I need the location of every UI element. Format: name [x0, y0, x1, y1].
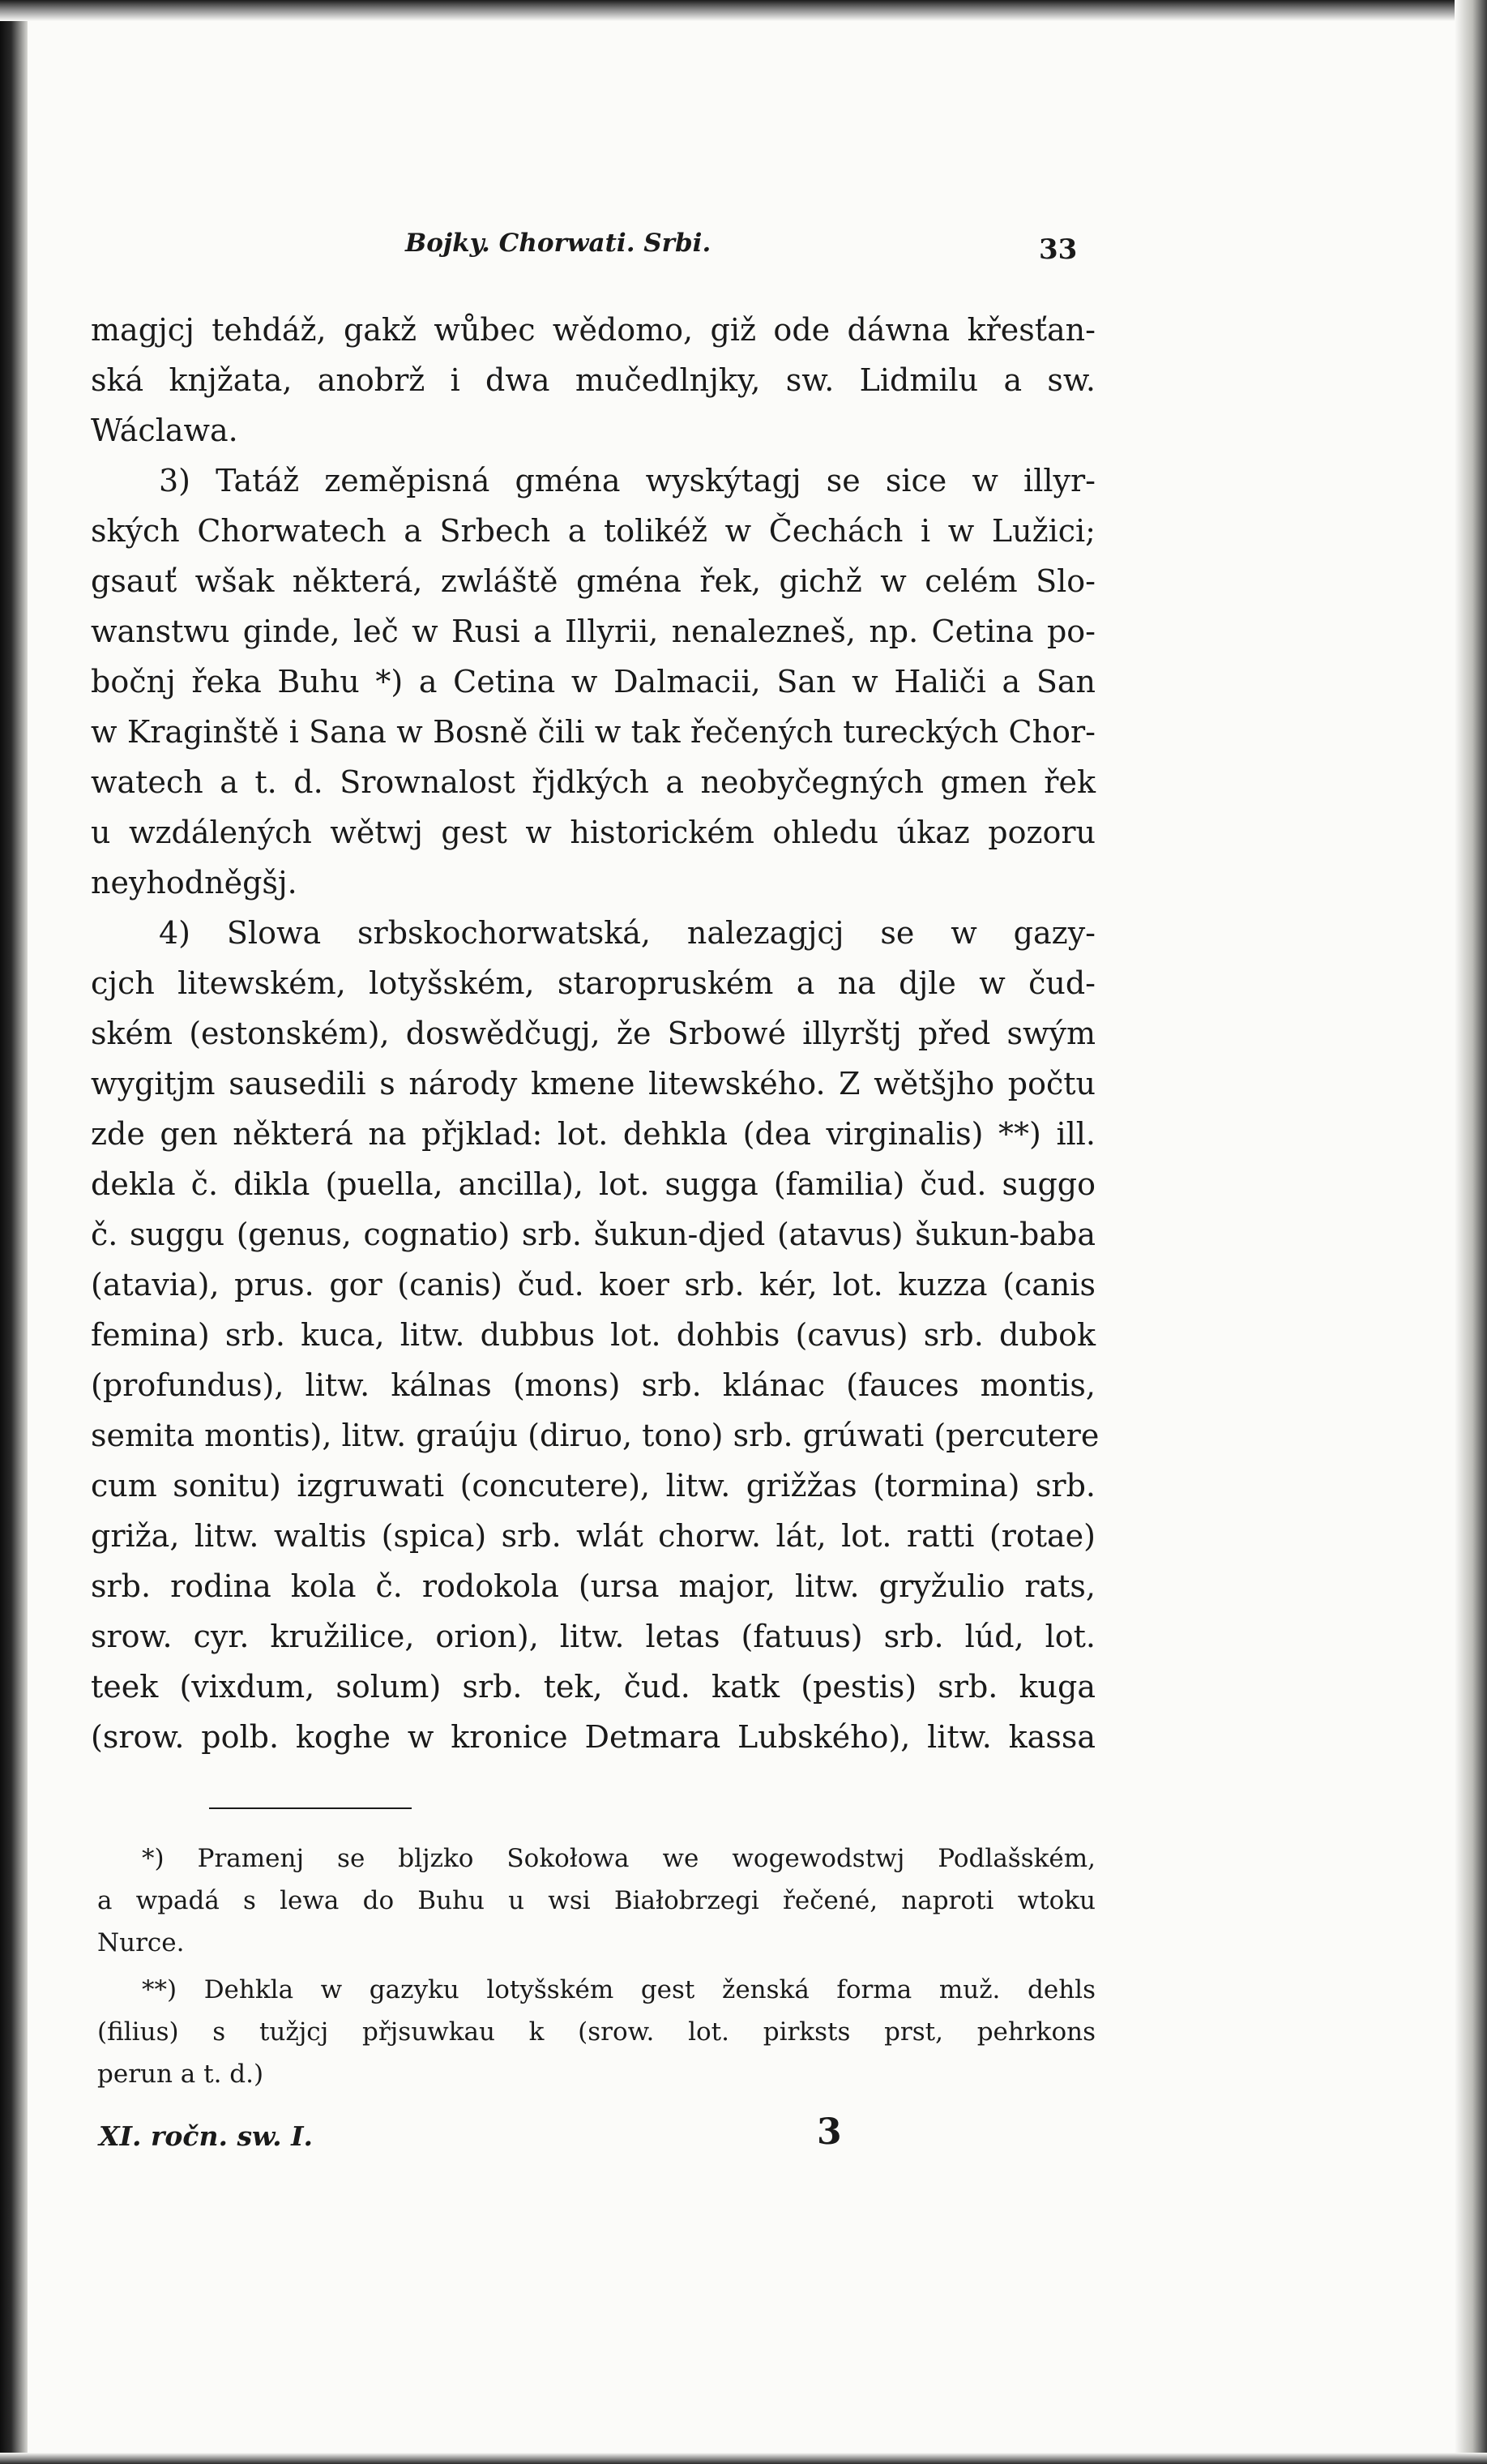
text-line: ském (estonském), doswědčugj, že Srbowé illyrštj před swým	[91, 1016, 1096, 1051]
footnote-line: **) Dehkla w gazyku lotyšském gest ženská forma muž. dehls	[142, 1975, 1096, 2004]
text-line: (atavia), prus. gor (canis) čud. koer srb. kér, lot. kuzza (canis	[91, 1267, 1096, 1303]
text-line: 4) Slowa srbskochorwatská, nalezagjcj se w gazy-	[159, 915, 1096, 951]
text-line: dekla č. dikla (puella, ancilla), lot. sugga (familia) čud. suggo	[91, 1166, 1096, 1202]
text-line: (srow. polb. koghe w kronice Detmara Lubského), litw. kassa	[91, 1719, 1096, 1755]
text-line: neyhodněgšj.	[91, 865, 297, 900]
scan-edge-top	[0, 0, 1487, 21]
text-line: magjcj tehdáž, gakž wůbec wědomo, giž ode dáwna křesťan-	[91, 312, 1096, 348]
scan-edge-right	[1455, 0, 1487, 2464]
text-line: semita montis), litw. graúju (diruo, tono) srb. grúwati (percutere	[91, 1418, 1100, 1453]
text-line: griža, litw. waltis (spica) srb. wlát chorw. lát, lot. ratti (rotae)	[91, 1518, 1096, 1554]
footnote-line: *) Pramenj se bljzko Sokołowa we wogewodstwj Podlašském,	[142, 1844, 1096, 1873]
text-line: srow. cyr. kružilice, orion), litw. letas (fatuus) srb. lúd, lot.	[91, 1619, 1096, 1654]
text-line: wygitjm sausedili s národy kmene litewského. Z wětšjho počtu	[91, 1066, 1096, 1102]
footnote-line: perun a t. d.)	[97, 2060, 264, 2089]
signature-mark: XI. ročn. sw. I.	[99, 2120, 314, 2152]
footnote-line: Nurce.	[97, 1928, 185, 1957]
text-line: ských Chorwatech a Srbech a tolikéž w Čechách i w Lužici;	[91, 513, 1096, 549]
text-line: (profundus), litw. kálnas (mons) srb. klánac (fauces montis,	[91, 1367, 1096, 1403]
footnote-rule	[209, 1807, 412, 1809]
text-line: watech a t. d. Srownalost řjdkých a neobyčegných gmen řek	[91, 764, 1096, 800]
footnote-line: a wpadá s lewa do Buhu u wsi Białobrzegi řečené, naproti wtoku	[97, 1886, 1096, 1915]
text-line: wanstwu ginde, leč w Rusi a Illyrii, nenalezneš, np. Cetina po-	[91, 614, 1096, 649]
page-number: 33	[1039, 233, 1078, 266]
text-line: č. suggu (genus, cognatio) srb. šukun-djed (atavus) šukun-baba	[91, 1217, 1096, 1252]
scan-edge-bottom	[0, 2453, 1487, 2464]
text-line: bočnj řeka Buhu *) a Cetina w Dalmacii, San w Haliči a San	[91, 664, 1096, 699]
scan-edge-left	[0, 0, 28, 2464]
text-line: cjch litewském, lotyšském, staropruském a na djle w čud-	[91, 965, 1096, 1001]
text-line: Wáclawa.	[91, 413, 238, 448]
text-line: srb. rodina kola č. rodokola (ursa major, litw. gryžulio rats,	[91, 1568, 1096, 1604]
text-line: teek (vixdum, solum) srb. tek, čud. katk (pestis) srb. kuga	[91, 1669, 1096, 1705]
signature-number: 3	[817, 2111, 842, 2153]
text-line: zde gen některá na přjklad: lot. dehkla (dea virginalis) **) ill.	[91, 1116, 1096, 1152]
text-line: 3) Tatáž zeměpisná gména wyskýtagj se sice w illyr-	[159, 463, 1096, 498]
running-head: Bojky. Chorwati. Srbi.	[405, 229, 711, 258]
text-line: gsauť wšak některá, zwláště gména řek, gichž w celém Slo-	[91, 563, 1096, 599]
text-line: femina) srb. kuca, litw. dubbus lot. dohbis (cavus) srb. dubok	[91, 1317, 1096, 1353]
text-line: w Kraginště i Sana w Bosně čili w tak řečených tureckých Chor-	[91, 714, 1096, 750]
text-line: u wzdálených wětwj gest w historickém ohledu úkaz pozoru	[91, 815, 1096, 850]
text-line: ská knjžata, anobrž i dwa mučedlnjky, sw. Lidmilu a sw.	[91, 362, 1096, 398]
footnote-line: (filius) s tužjcj přjsuwkau k (srow. lot. pirksts prst, pehrkons	[97, 2017, 1096, 2047]
text-line: cum sonitu) izgruwati (concutere), litw. grižžas (tormina) srb.	[91, 1468, 1096, 1504]
